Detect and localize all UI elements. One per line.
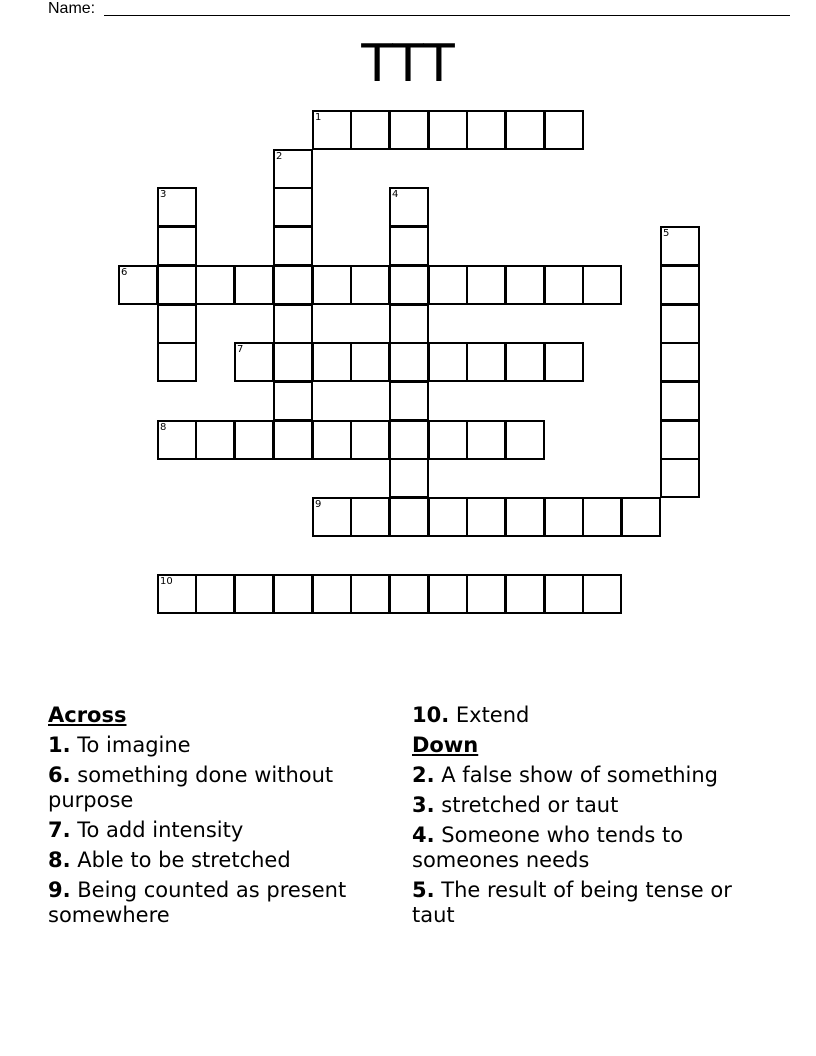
crossword-cell[interactable] (544, 265, 584, 305)
clue-across-8 (48, 848, 393, 873)
cell-number: 1 (315, 112, 322, 123)
crossword-cell[interactable] (389, 497, 429, 537)
crossword-cell[interactable] (157, 342, 197, 382)
crossword-cell[interactable] (350, 265, 390, 305)
crossword-cell[interactable] (157, 226, 197, 266)
crossword-cell[interactable] (350, 420, 390, 460)
crossword-cell[interactable] (544, 574, 584, 614)
crossword-cell[interactable] (544, 497, 584, 537)
crossword-cell[interactable] (389, 187, 429, 227)
cell-number: 8 (160, 422, 167, 433)
clue-text: Someone who tends to someones needs (412, 823, 684, 872)
cell-number: 4 (392, 189, 399, 200)
crossword-cell[interactable] (505, 110, 545, 150)
crossword-cell[interactable] (466, 497, 506, 537)
crossword-cell[interactable] (312, 110, 352, 150)
crossword-cell[interactable] (195, 265, 235, 305)
clue-number: 4. (412, 823, 435, 847)
clue-number: 2. (412, 763, 435, 787)
crossword-cell[interactable] (350, 110, 390, 150)
clues-column-left (48, 703, 393, 933)
cell-number: 2 (276, 151, 283, 162)
crossword-cell[interactable] (273, 304, 313, 344)
clue-text: A false show of something (434, 763, 718, 787)
page-title: TTT (361, 34, 455, 94)
clue-number: 7. (48, 818, 71, 842)
crossword-cell[interactable] (118, 265, 158, 305)
clue-number: 1. (48, 733, 71, 757)
crossword-cell[interactable] (312, 497, 352, 537)
crossword-cell[interactable] (234, 574, 274, 614)
clue-down-2 (412, 763, 762, 788)
crossword-cell[interactable] (389, 110, 429, 150)
crossword-cell[interactable] (660, 265, 700, 305)
crossword-cell[interactable] (234, 342, 274, 382)
down-heading: Down (412, 733, 479, 757)
clue-number: 8. (48, 848, 71, 872)
crossword-cell[interactable] (157, 574, 197, 614)
crossword-cell[interactable] (505, 342, 545, 382)
clue-number: 9. (48, 878, 71, 902)
crossword-cell[interactable] (273, 187, 313, 227)
clue-text: something done without purpose (48, 763, 334, 812)
crossword-cell[interactable] (544, 110, 584, 150)
crossword-cell[interactable] (621, 497, 661, 537)
crossword-cell[interactable] (505, 497, 545, 537)
crossword-cell[interactable] (234, 420, 274, 460)
cell-number: 7 (237, 344, 244, 355)
crossword-cell[interactable] (273, 420, 313, 460)
clue-text: stretched or taut (434, 793, 619, 817)
clue-number: 3. (412, 793, 435, 817)
clue-across-1 (48, 733, 393, 758)
clue-down-4 (412, 823, 762, 873)
crossword-cell[interactable] (312, 265, 352, 305)
clue-text: To add intensity (70, 818, 244, 842)
crossword-cell[interactable] (428, 265, 468, 305)
crossword-cell[interactable] (234, 265, 274, 305)
crossword-cell[interactable] (157, 265, 197, 305)
crossword-cell[interactable] (389, 420, 429, 460)
crossword-cell[interactable] (157, 304, 197, 344)
clue-text: To imagine (70, 733, 191, 757)
crossword-cell[interactable] (582, 497, 622, 537)
crossword-cell[interactable] (157, 187, 197, 227)
cell-number: 10 (160, 576, 173, 587)
crossword-cell[interactable] (428, 110, 468, 150)
crossword-cell[interactable] (350, 574, 390, 614)
crossword-cell[interactable] (660, 458, 700, 498)
crossword-cell[interactable] (466, 342, 506, 382)
crossword-cell[interactable] (428, 342, 468, 382)
crossword-cell[interactable] (273, 342, 313, 382)
crossword-cell[interactable] (273, 226, 313, 266)
crossword-cell[interactable] (157, 420, 197, 460)
clue-across-9 (48, 878, 393, 928)
crossword-cell[interactable] (389, 458, 429, 498)
crossword-cell[interactable] (350, 342, 390, 382)
name-label: Name: (48, 0, 96, 17)
clue-across-10 (412, 703, 762, 728)
clue-text: Being counted as present somewhere (48, 878, 347, 927)
cell-number: 3 (160, 189, 167, 200)
crossword-cell[interactable] (660, 226, 700, 266)
crossword-cell[interactable] (544, 342, 584, 382)
cell-number: 5 (663, 228, 670, 239)
crossword-cell[interactable] (389, 304, 429, 344)
crossword-cell[interactable] (273, 574, 313, 614)
crossword-cell[interactable] (428, 497, 468, 537)
crossword-cell[interactable] (466, 574, 506, 614)
crossword-cell[interactable] (582, 265, 622, 305)
crossword-cell[interactable] (195, 574, 235, 614)
crossword-cell[interactable] (660, 342, 700, 382)
crossword-cell[interactable] (389, 226, 429, 266)
cell-number: 6 (121, 267, 128, 278)
crossword-cell[interactable] (428, 420, 468, 460)
crossword-cell[interactable] (466, 110, 506, 150)
crossword-cell[interactable] (273, 381, 313, 421)
clue-text: The result of being tense or taut (412, 878, 732, 927)
clue-across-7 (48, 818, 393, 843)
crossword-cell[interactable] (466, 420, 506, 460)
clue-number: 10. (412, 703, 450, 727)
crossword-cell[interactable] (389, 381, 429, 421)
crossword-cell[interactable] (582, 574, 622, 614)
crossword-cell[interactable] (312, 342, 352, 382)
crossword-cell[interactable] (660, 304, 700, 344)
clue-across-6 (48, 763, 393, 813)
clue-text: Able to be stretched (70, 848, 291, 872)
crossword-cell[interactable] (273, 265, 313, 305)
crossword-cell[interactable] (505, 574, 545, 614)
crossword-cell[interactable] (466, 265, 506, 305)
crossword-cell[interactable] (505, 420, 545, 460)
clue-down-5 (412, 878, 762, 928)
crossword-cell[interactable] (428, 574, 468, 614)
clue-number: 6. (48, 763, 71, 787)
crossword-cell[interactable] (273, 149, 313, 189)
clues-column-right (412, 703, 762, 933)
across-heading: Across (48, 703, 127, 727)
crossword-cell[interactable] (505, 265, 545, 305)
crossword-cell[interactable] (195, 420, 235, 460)
crossword-cell[interactable] (389, 342, 429, 382)
crossword-cell[interactable] (312, 420, 352, 460)
crossword-cell[interactable] (350, 497, 390, 537)
clue-down-3 (412, 793, 762, 818)
crossword-cell[interactable] (389, 574, 429, 614)
cell-number: 9 (315, 499, 322, 510)
clue-text: Extend (449, 703, 530, 727)
crossword-cell[interactable] (660, 381, 700, 421)
crossword-cell[interactable] (660, 420, 700, 460)
crossword-cell[interactable] (389, 265, 429, 305)
crossword-cell[interactable] (312, 574, 352, 614)
clue-number: 5. (412, 878, 435, 902)
